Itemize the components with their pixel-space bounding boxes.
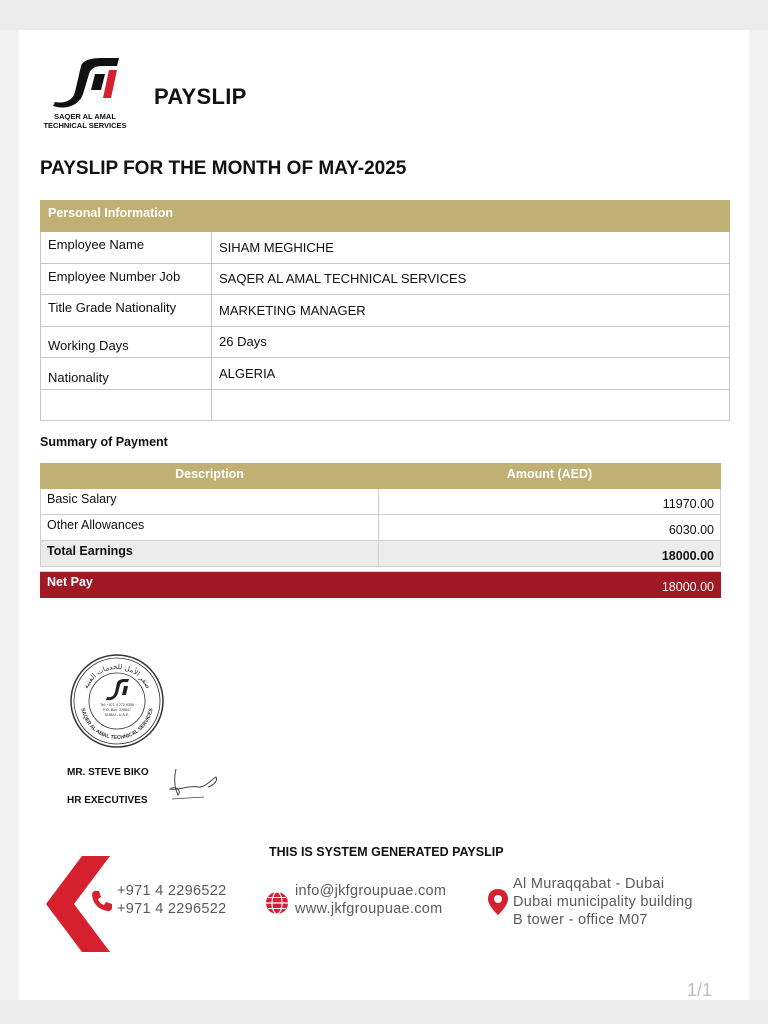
- logo-caption-line2: TECHNICAL SERVICES: [43, 121, 127, 130]
- web-contacts: [295, 882, 446, 918]
- globe-icon: [264, 890, 290, 916]
- empty-value-cell: [212, 389, 730, 421]
- payment-summary-table: [40, 463, 721, 598]
- working-days-label: Working Days: [41, 326, 212, 358]
- table-row: [41, 515, 721, 541]
- table-row: [41, 263, 730, 295]
- nationality-value: ALGERIA: [212, 358, 730, 390]
- email-address: info@jkfgroupuae.com: [295, 883, 447, 899]
- payment-header-row: [41, 464, 721, 489]
- title-grade-nationality-value: MARKETING MANAGER: [212, 295, 730, 327]
- empty-label-cell: [41, 389, 212, 421]
- net-pay-label: Net Pay: [41, 572, 379, 598]
- personal-information-table: [40, 200, 730, 421]
- handwritten-signature: [164, 765, 228, 810]
- other-allowances-label: Other Allowances: [41, 515, 379, 541]
- payslip-month-title: PAYSLIP FOR THE MONTH OF MAY-2025: [40, 158, 407, 179]
- stamp-seal-graphic: [69, 653, 165, 749]
- stamp-arabic-text: صقر الأمل للخدمات الفنية: [81, 662, 153, 690]
- stamp-pobox: P.O. Box: 378547: [103, 708, 131, 712]
- phone-numbers: [117, 882, 226, 918]
- personal-info-heading: Personal Information: [41, 201, 730, 232]
- nationality-label: Nationality: [41, 358, 212, 390]
- location-pin-icon: [487, 888, 509, 916]
- page-indicator: 1/1: [687, 980, 713, 1000]
- signatory-name: MR. STEVE BIKO: [67, 767, 149, 778]
- phone-number-2: +971 4 2296522: [117, 901, 227, 917]
- stamp-tel: Tel: +971 4 272 9355: [100, 703, 134, 707]
- stamp-city: DUBAI - U.A.E.: [104, 713, 130, 717]
- working-days-value: 26 Days: [212, 326, 730, 358]
- address-line-1: Al Muraqqabat - Dubai: [513, 876, 665, 892]
- company-stamp: [69, 653, 165, 749]
- address-line-2: Dubai municipality building: [513, 894, 693, 910]
- personal-info-header-row: [41, 201, 730, 232]
- system-generated-note: THIS IS SYSTEM GENERATED PAYSLIP: [269, 845, 504, 859]
- viewer-top-bar: [0, 0, 768, 30]
- viewer-bottom-bar: [0, 1000, 768, 1024]
- signatory-role: HR EXECUTIVES: [67, 795, 148, 806]
- net-pay-amount: 18000.00: [379, 572, 721, 598]
- logo-caption-line1: SAQER AL AMAL: [54, 112, 116, 121]
- phone-icon: [89, 888, 115, 914]
- employee-number-job-label: Employee Number Job: [41, 263, 212, 295]
- website-url: www.jkfgroupuae.com: [295, 901, 443, 917]
- table-row: [41, 358, 730, 390]
- document-title: PAYSLIP: [154, 84, 247, 109]
- table-row: [41, 389, 730, 421]
- table-row: [41, 489, 721, 515]
- logo-caption: [43, 112, 127, 130]
- summary-of-payment-heading: Summary of Payment: [40, 435, 168, 449]
- total-earnings-row: [41, 541, 721, 567]
- basic-salary-amount: 11970.00: [379, 489, 721, 515]
- company-logo: [43, 56, 127, 136]
- table-row: [41, 295, 730, 327]
- net-pay-row: [41, 572, 721, 598]
- phone-number-1: +971 4 2296522: [117, 883, 227, 899]
- address-line-3: B tower - office M07: [513, 912, 648, 928]
- employee-number-job-value: SAQER AL AMAL TECHNICAL SERVICES: [212, 263, 730, 295]
- total-earnings-amount: 18000.00: [379, 541, 721, 567]
- amount-column-header: Amount (AED): [379, 464, 721, 489]
- description-column-header: Description: [41, 464, 379, 489]
- total-earnings-label: Total Earnings: [41, 541, 379, 567]
- table-row: [41, 232, 730, 264]
- other-allowances-amount: 6030.00: [379, 515, 721, 541]
- employee-name-label: Employee Name: [41, 232, 212, 264]
- payslip-page: [19, 30, 749, 1000]
- company-logo-mark: [51, 56, 121, 110]
- table-row: [41, 326, 730, 358]
- stamp-english-text: SAQER AL AMAL TECHNICAL SERVICES: [79, 707, 155, 742]
- employee-name-value: SIHAM MEGHICHE: [212, 232, 730, 264]
- basic-salary-label: Basic Salary: [41, 489, 379, 515]
- office-address: [513, 875, 693, 929]
- title-grade-nationality-label: Title Grade Nationality: [41, 295, 212, 327]
